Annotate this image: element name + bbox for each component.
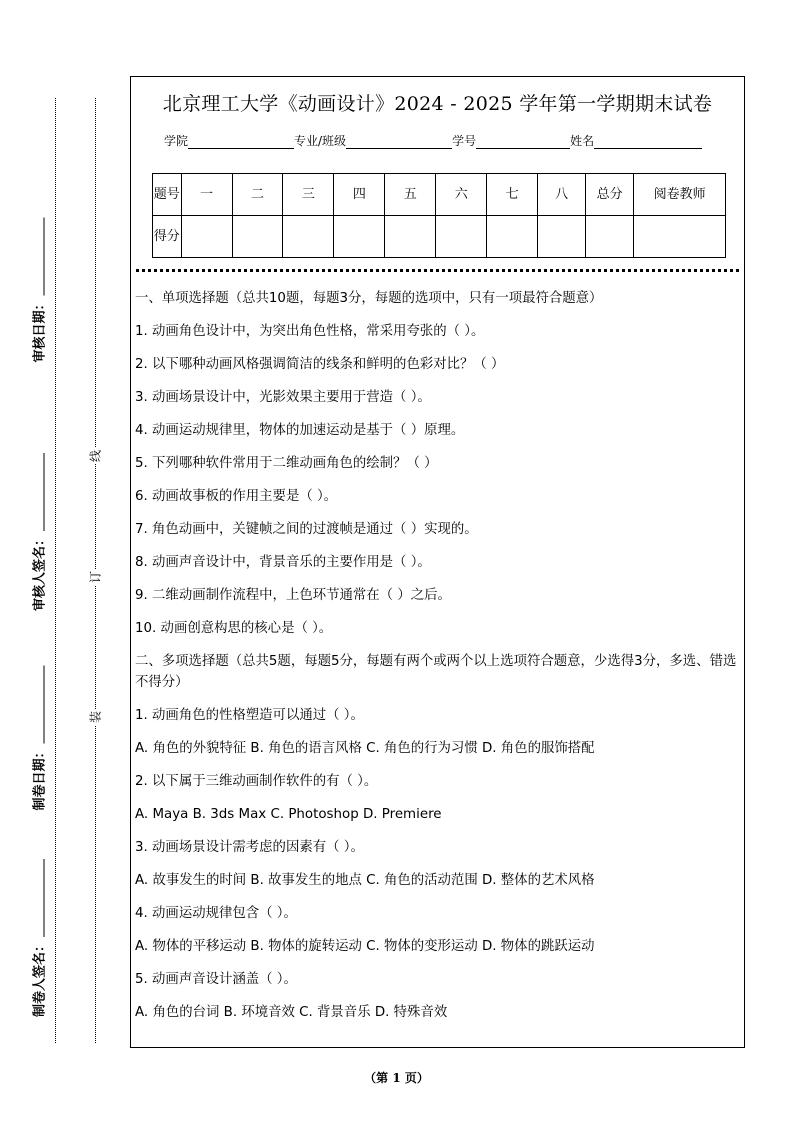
outer-dotted-line — [55, 98, 56, 1043]
binding-margin — [0, 0, 130, 1122]
question-item: 6. 动画故事板的作用主要是（ ）。 — [135, 489, 338, 504]
question-item: 4. 动画运动规律里，物体的加速运动是基于（ ）原理。 — [135, 423, 465, 438]
name-label: 姓名 — [570, 134, 595, 148]
score-cell[interactable] — [586, 216, 634, 258]
college-label: 学院 — [164, 134, 189, 148]
score-table — [152, 173, 726, 258]
option-row: A. 角色的台词 B. 环境音效 C. 背景音乐 D. 特殊音效 — [135, 1005, 448, 1020]
score-cell[interactable] — [334, 216, 385, 258]
dotted-separator — [136, 269, 739, 272]
college-field[interactable] — [188, 136, 294, 149]
question-item: 3. 动画场景设计需考虑的因素有（ ）。 — [135, 840, 364, 855]
binding-char-line: 线 — [88, 449, 103, 463]
option-row: A. 故事发生的时间 B. 故事发生的地点 C. 角色的活动范围 D. 整体的艺术风格 — [135, 873, 595, 888]
option-row: A. 角色的外貌特征 B. 角色的语言风格 C. 角色的行为习惯 D. 角色的服饰搭配 — [135, 741, 595, 756]
score-label: 得分 — [153, 216, 182, 258]
score-cell[interactable] — [181, 216, 232, 258]
compile-date-label: 制卷日期： — [32, 745, 48, 811]
major-field[interactable] — [346, 136, 452, 149]
review-date-field — [29, 217, 48, 362]
question-item: 4. 动画运动规律包含（ ）。 — [135, 906, 297, 921]
column-header: 四 — [334, 174, 385, 216]
question-item: 9. 二维动画制作流程中，上色环节通常在（ ）之后。 — [135, 588, 451, 603]
compiler-signature-field — [29, 859, 48, 1017]
question-item: 8. 动画声音设计中，背景音乐的主要作用是（ ）。 — [135, 555, 431, 570]
exam-content — [135, 288, 741, 1035]
reviewer-signature-label: 审核人签名： — [32, 532, 48, 612]
major-label: 专业/班级 — [294, 134, 347, 148]
score-cell[interactable] — [283, 216, 334, 258]
column-header: 一 — [181, 174, 232, 216]
score-cell[interactable] — [538, 216, 586, 258]
option-row: A. Maya B. 3ds Max C. Photoshop D. Premiere — [135, 807, 442, 822]
section1-heading: 一、单项选择题（总共10题，每题3分，每题的选项中，只有一项最符合题意） — [135, 291, 603, 306]
score-table-header-row — [153, 174, 726, 216]
score-table-score-row — [153, 216, 726, 258]
section2-heading: 二、多项选择题（总共5题，每题5分，每题有两个或两个以上选项符合题意，少选得3分，多选、错选不得分） — [135, 654, 737, 690]
column-header: 二 — [232, 174, 283, 216]
question-number-label: 题号 — [153, 174, 182, 216]
score-cell[interactable] — [232, 216, 283, 258]
option-row: A. 物体的平移运动 B. 物体的旋转运动 C. 物体的变形运动 D. 物体的跳跃运动 — [135, 939, 595, 954]
student-id-field[interactable] — [476, 136, 570, 149]
question-item: 5. 下列哪种软件常用于二维动画角色的绘制？（ ） — [135, 456, 438, 471]
exam-title: 北京理工大学《动画设计》2024 - 2025 学年第一学期期末试卷 — [162, 93, 713, 115]
name-field[interactable] — [594, 136, 702, 149]
question-item: 2. 以下属于三维动画制作软件的有（ ）。 — [135, 774, 378, 789]
reviewer-signature-field — [29, 453, 48, 611]
review-date-label: 审核日期： — [32, 297, 48, 363]
column-header: 六 — [436, 174, 487, 216]
question-item: 10. 动画创意构思的核心是（ ）。 — [135, 621, 333, 636]
question-item: 1. 动画角色设计中，为突出角色性格，常采用夸张的（ ）。 — [135, 324, 485, 339]
column-header: 总分 — [586, 174, 634, 216]
column-header: 五 — [385, 174, 436, 216]
score-cell[interactable] — [634, 216, 726, 258]
score-cell[interactable] — [385, 216, 436, 258]
compiler-signature-label: 制卷人签名： — [32, 938, 48, 1018]
student-id-label: 学号 — [452, 134, 477, 148]
column-header: 七 — [487, 174, 538, 216]
page-footer: （第 1 页） — [364, 1071, 429, 1085]
column-header: 三 — [283, 174, 334, 216]
exam-frame — [130, 76, 745, 1048]
score-cell[interactable] — [436, 216, 487, 258]
binding-char-bind: 装 — [88, 710, 103, 724]
compile-date-field — [29, 665, 48, 810]
column-header: 阅卷教师 — [634, 174, 726, 216]
binding-char-staple: 订 — [88, 570, 103, 584]
question-item: 1. 动画角色的性格塑造可以通过（ ）。 — [135, 708, 364, 723]
question-item: 3. 动画场景设计中，光影效果主要用于营造（ ）。 — [135, 390, 431, 405]
question-item: 7. 角色动画中，关键帧之间的过渡帧是通过（ ）实现的。 — [135, 522, 478, 537]
question-item: 5. 动画声音设计涵盖（ ）。 — [135, 972, 297, 987]
column-header: 八 — [538, 174, 586, 216]
score-cell[interactable] — [487, 216, 538, 258]
student-info-row — [164, 132, 702, 149]
question-item: 2. 以下哪种动画风格强调简洁的线条和鲜明的色彩对比？（ ） — [135, 357, 505, 372]
